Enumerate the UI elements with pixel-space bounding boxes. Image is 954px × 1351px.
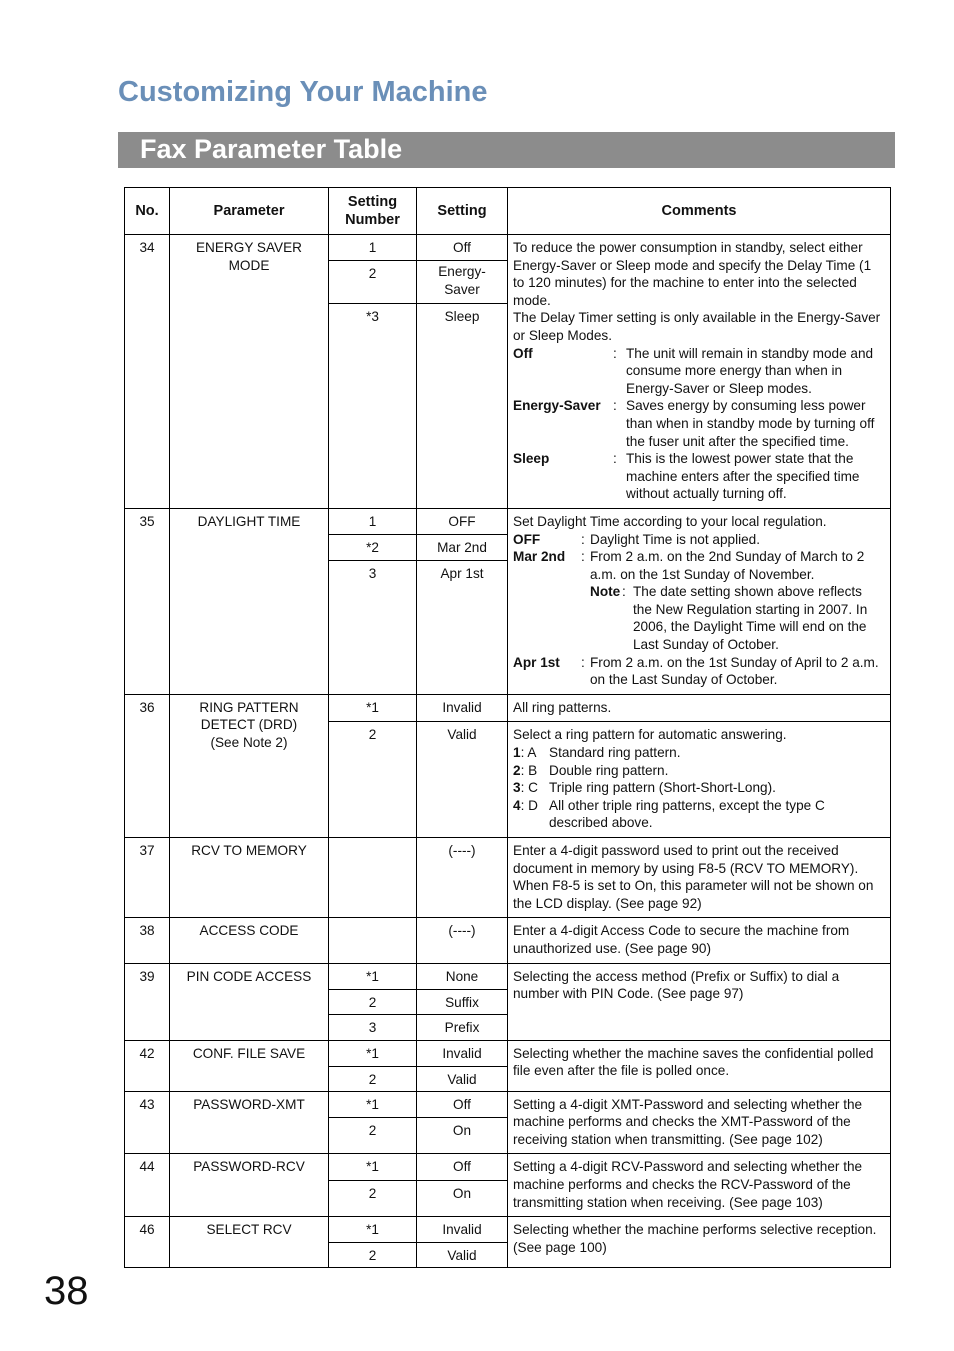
page-number: 38 [44,1269,89,1313]
table-row [125,1154,891,1181]
param-name: PASSWORD-RCV [170,1154,329,1217]
setting-number: 3 [329,1014,417,1040]
definition-desc: Daylight Time is not applied. [590,531,761,547]
ring-pattern-text: All other triple ring patterns, except the type C described above. [549,797,825,831]
definition-term: Mar 2nd [513,549,566,565]
definition-term: Apr 1st [513,654,560,670]
param-name: ACCESS CODE [170,918,329,963]
setting-number [329,838,417,918]
setting-number: 1 [329,235,417,261]
ring-pattern-text: Double ring pattern. [549,762,669,778]
comment-cell [508,508,891,694]
definition-item: Apr 1st : From 2 a.m. on the 1st Sunday of April to 2 a.m. on the Last Sunday of October. [513,654,884,689]
setting-number: 2 [329,261,417,304]
column-header-setting: Setting [417,188,508,235]
definition-item: OFF : Daylight Time is not applied. [513,531,884,549]
setting-value: Off [417,1154,508,1181]
definition-term: Off [513,345,533,361]
setting-value: Off [417,1091,508,1118]
definition-desc: The unit will remain in standby mode and consume more energy than when in Energy-Saver or Sleep modes. [626,345,874,396]
column-header-parameter: Parameter [170,188,329,235]
setting-value [417,261,508,304]
param-number: 42 [125,1040,170,1091]
ring-pattern-text: Triple ring pattern (Short-Short-Long). [549,780,776,796]
ring-pattern-number: 4 [513,797,521,813]
setting-value: Invalid [417,1217,508,1243]
table-row [125,235,891,261]
param-name-line: RING PATTERN [199,699,299,715]
ring-pattern-letter: B [528,762,538,778]
column-header-setting-number: Setting Number [329,188,417,235]
definition-term: Sleep [513,451,550,467]
table-row [125,694,891,722]
comment-text: Select a ring pattern for automatic answering. [513,727,787,743]
section-header-bar [118,132,895,168]
param-number: 36 [125,694,170,837]
setting-number: *1 [329,963,417,989]
setting-value: Invalid [417,694,508,722]
param-name: DAYLIGHT TIME [170,508,329,694]
comment-cell: Setting a 4-digit XMT-Password and selecting whether the machine performs and checks the XMT-Password of the receiving station when transmitting. (See page 102) [508,1091,891,1154]
setting-number: 2 [329,1181,417,1217]
setting-number: *2 [329,535,417,561]
ring-pattern-text: Standard ring pattern. [549,745,681,761]
comment-text: The Delay Timer setting is only available in the Energy-Saver or Sleep Modes. [513,310,881,343]
setting-number: *3 [329,304,417,508]
param-name-line: ENERGY SAVER [195,240,302,255]
definition-term: Energy-Saver [513,398,601,414]
comment-cell: All ring patterns. [508,694,891,722]
setting-number [329,918,417,963]
ring-pattern-number: 3 [513,780,521,796]
definition-term: OFF [513,531,541,547]
setting-number: *1 [329,1040,417,1066]
setting-value: Suffix [417,989,508,1014]
ring-pattern-item: 1: A Standard ring pattern. [513,744,884,762]
definition-item: Energy-Saver : Saves energy by consuming less power than when in standby mode by turning off the fuser unit after the specified time. [513,397,884,450]
param-name-line: (See Note 2) [210,735,288,751]
param-number: 38 [125,918,170,963]
ring-pattern-item: 4: D All other triple ring patterns, except the type C described above. [513,797,884,832]
setting-number: 2 [329,989,417,1014]
comment-cell: Selecting whether the machine performs selective reception. (See page 100) [508,1217,891,1268]
param-number: 39 [125,963,170,1040]
comment-text: Set Daylight Time according to your local regulation. [513,513,827,529]
comment-cell: Enter a 4-digit Access Code to secure the machine from unauthorized use. (See page 90) [508,918,891,963]
setting-value: OFF [417,508,508,534]
param-name: PIN CODE ACCESS [170,963,329,1040]
table-row [125,918,891,963]
comment-cell: Selecting whether the machine saves the confidential polled file even after the file is polled once. [508,1040,891,1091]
table-row [125,1091,891,1118]
setting-value: Valid [417,1066,508,1091]
comment-cell: Setting a 4-digit RCV-Password and selecting whether the machine performs and checks the RCV-Password of the transmitting station when receiving. (See page 103) [508,1154,891,1217]
param-number: 44 [125,1154,170,1217]
setting-number: 2 [329,1066,417,1091]
setting-value: On [417,1181,508,1217]
definition-desc: This is the lowest power state that the machine enters after the specified time without actually turning off. [626,451,860,502]
setting-value: Off [417,235,508,261]
setting-number: *1 [329,1154,417,1181]
setting-value: Valid [417,1243,508,1268]
comment-cell [508,722,891,838]
param-number: 43 [125,1091,170,1154]
table-row [125,838,891,918]
definition-item: Off : The unit will remain in standby mode and consume more energy than when in Energy-Saver or Sleep modes. [513,345,884,398]
setting-number: *1 [329,694,417,722]
definition-desc: From 2 a.m. on the 1st Sunday of April to 2 a.m. on the Last Sunday of October. [590,654,879,688]
ring-pattern-item: 2: B Double ring pattern. [513,762,884,780]
param-name-line: MODE [228,257,270,273]
setting-number: 2 [329,1243,417,1268]
setting-value: Mar 2nd [417,535,508,561]
section-title: Fax Parameter Table [140,134,403,164]
column-header-comments: Comments [508,188,891,235]
param-name [170,235,329,509]
param-number: 37 [125,838,170,918]
ring-pattern-letter: C [528,780,538,796]
setting-value: Prefix [417,1014,508,1040]
comment-cell: Selecting the access method (Prefix or Suffix) to dial a number with PIN Code. (See page 97) [508,963,891,1040]
note-text: The date setting shown above reflects the New Regulation starting in 2007. In 2006, the Daylight Time will end on the Last Sunday of October. [633,584,868,653]
param-name: CONF. FILE SAVE [170,1040,329,1091]
param-name: RCV TO MEMORY [170,838,329,918]
setting-value: Apr 1st [417,561,508,695]
param-name [170,694,329,837]
table-header-row [125,188,891,235]
setting-number: *1 [329,1217,417,1243]
setting-value: Sleep [417,304,508,508]
note-label: Note [590,584,621,600]
note-block: Note : The date setting shown above reflects the New Regulation starting in 2007. In 2006, the Daylight Time will end on the Last Sunday of October. [590,583,884,653]
setting-number: 1 [329,508,417,534]
setting-value-text: Energy-Saver [438,264,486,297]
setting-value: (----) [417,918,508,963]
param-name-line: DETECT (DRD) [200,717,298,733]
param-number: 46 [125,1217,170,1268]
ring-pattern-item: 3: C Triple ring pattern (Short-Short-Long). [513,779,884,797]
ring-pattern-number: 2 [513,762,521,778]
setting-value: Invalid [417,1040,508,1066]
setting-number: *1 [329,1091,417,1118]
comment-cell [508,235,891,509]
setting-number: 2 [329,722,417,838]
definition-item: Mar 2nd : From 2 a.m. on the 2nd Sunday of March to 2 a.m. on the 1st Sunday of November. [513,548,884,583]
param-name: SELECT RCV [170,1217,329,1268]
chapter-title: Customizing Your Machine [118,76,488,108]
setting-value: None [417,963,508,989]
table-row [125,963,891,989]
ring-pattern-number: 1 [513,745,521,761]
setting-value: Valid [417,722,508,838]
setting-value: On [417,1118,508,1154]
table-row [125,1040,891,1066]
setting-value: (----) [417,838,508,918]
column-header-no: No. [125,188,170,235]
ring-pattern-letter: D [528,797,538,813]
param-name: PASSWORD-XMT [170,1091,329,1154]
fax-parameter-table [124,187,891,1268]
setting-number: 2 [329,1118,417,1154]
table-row [125,508,891,534]
param-number: 35 [125,508,170,694]
definition-desc: Saves energy by consuming less power than when in standby mode by turning off the fuser unit after the specified time. [626,398,875,449]
ring-pattern-letter: A [527,745,537,761]
definition-item: Sleep : This is the lowest power state that the machine enters after the specified time without actually turning off. [513,450,884,503]
comment-text: To reduce the power consumption in standby, select either Energy-Saver or Sleep mode and specify the Delay Time (1 to 120 minutes) for the machine to enter into the selected mode. [513,240,872,308]
setting-number: 3 [329,561,417,695]
definition-desc: From 2 a.m. on the 2nd Sunday of March to 2 a.m. on the 1st Sunday of November. [590,549,865,582]
param-number: 34 [125,235,170,509]
table-row [125,1217,891,1243]
comment-cell: Enter a 4-digit password used to print out the received document in memory by using F8-5 (RCV TO MEMORY). When F8-5 is set to On, this parameter will not be shown on the LCD display. (See page 92) [508,838,891,918]
